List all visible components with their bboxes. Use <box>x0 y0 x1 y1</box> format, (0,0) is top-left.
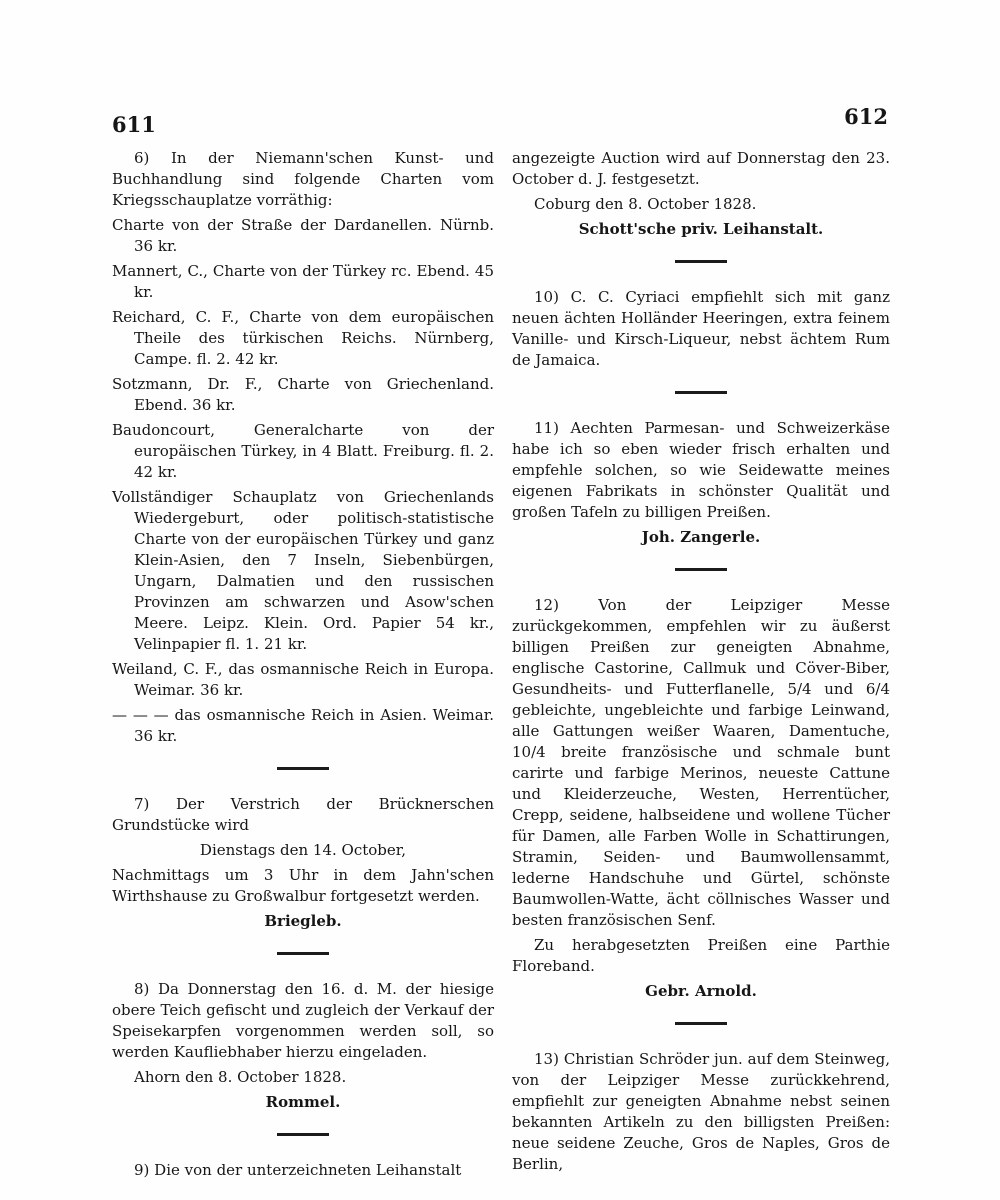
notice-9-signature: Schott'sche priv. Leihanstalt. <box>578 220 824 238</box>
section-divider <box>277 767 329 770</box>
section-divider <box>277 952 329 955</box>
notice-6-item: Sotzmann, Dr. F., Charte von Griechenland. Ebend. 36 kr. <box>112 375 494 414</box>
notice-7-date: Dienstags den 14. October, <box>199 841 407 859</box>
notice-8-text: 8) Da Donnerstag den 16. d. M. der hiesige obere Teich gefischt und zugleich der Verkauf der Speisekarpfen vorgenommen werden soll, so werden Kaufliebhaber hierzu eingeladen. <box>112 980 494 1061</box>
section-divider <box>675 1022 727 1025</box>
right-column <box>512 148 890 1179</box>
notice-6-intro: 6) In der Niemann'schen Kunst- und Buchhandlung sind folgende Charten vom Kriegsschauplatze vorräthig: <box>112 149 494 209</box>
notice-11-signature: Joh. Zangerle. <box>641 528 761 546</box>
notice-6-item: Charte von der Straße der Dardanellen. Nürnb. 36 kr. <box>112 216 494 255</box>
section-divider <box>675 568 727 571</box>
notice-7-text: 7) Der Verstrich der Brücknerschen Grundstücke wird <box>112 795 494 834</box>
notice-6-item: Mannert, C., Charte von der Türkey rc. Ebend. 45 kr. <box>112 262 494 301</box>
section-divider <box>675 391 727 394</box>
notice-6-item: Reichard, C. F., Charte von dem europäischen Theile des türkischen Reichs. Nürnberg, Campe. fl. 2. 42 kr. <box>112 308 494 368</box>
notice-9-place-date: Coburg den 8. October 1828. <box>534 195 757 213</box>
page-number-left: 611 <box>112 112 156 137</box>
notice-8-place-date: Ahorn den 8. October 1828. <box>134 1068 347 1086</box>
notice-12-text: 12) Von der Leipziger Messe zurückgekommen, empfehlen wir zu äußerst billigen Preißen zur geneigten Abnahme, englische Castorine, Callmuk und Cöver-Biber, Gesundheits- und Futterflanelle, 5/4 und 6/4 gebleichte, ungebleichte und farbige Leinwand, alle Gattungen weißer Waaren, Damentuche, 10/4 breite französische und schmale bunt carirte und farbige Merinos, neueste Cattune und Kleiderzeuche, Westen, Herrentücher, Crepp, seidene, halbseidene und wollene Tücher für Damen, alle Farben Wolle in Schattirungen, Stramin, Seiden- und Baumwollensammt, lederne Handschuhe und Gürtel, schönste Baumwollen-Watte, ächt cöllnisches Wasser und besten französischen Senf. <box>512 596 890 929</box>
page-number-right: 612 <box>844 104 888 129</box>
notice-9-continued: angezeigte Auction wird auf Donnerstag den 23. October d. J. festgesetzt. <box>512 149 890 188</box>
notice-6-item: Vollständiger Schauplatz von Griechenlands Wiedergeburt, oder politisch-statistische Charte von der europäischen Türkey und ganz Klein-Asien, den 7 Inseln, Siebenbürgen, Ungarn, Dalmatien und den russischen Provinzen am schwarzen und Asow'schen Meere. Leipz. Klein. Ord. Papier 54 kr., Velinpapier fl. 1. 21 kr. <box>112 488 494 653</box>
notice-13-text: 13) Christian Schröder jun. auf dem Steinweg, von der Leipziger Messe zurückkehrend, empfiehlt zur geneigten Abnahme nebst seinen bekannten Artikeln zu den billigsten Preißen: neue seidene Zeuche, Gros de Naples, Gros de Berlin, <box>512 1050 890 1173</box>
notice-6-item: Weiland, C. F., das osmannische Reich in Europa. Weimar. 36 kr. <box>112 660 494 699</box>
notice-10-text: 10) C. C. Cyriaci empfiehlt sich mit ganz neuen ächten Holländer Heeringen, extra feinem Vanille- und Kirsch-Liqueur, nebst ächtem Rum de Jamaica. <box>512 288 890 369</box>
left-column <box>112 148 494 1185</box>
notice-11-text: 11) Aechten Parmesan- und Schweizerkäse habe ich so eben wieder frisch erhalten und empfehle solchen, so wie Seidewatte meines eigenen Fabrikats in schönster Qualität und großen Tafeln zu billigen Preißen. <box>512 419 890 521</box>
section-divider <box>277 1133 329 1136</box>
notice-9-start: 9) Die von der unterzeichneten Leihanstalt <box>134 1161 462 1179</box>
notice-7-time: Nachmittags um 3 Uhr in dem Jahn'schen Wirthshause zu Großwalbur fortgesetzt werden. <box>112 866 494 905</box>
notice-8-signature: Rommel. <box>265 1093 341 1111</box>
notice-6-item: Baudoncourt, Generalcharte von der europäischen Türkey, in 4 Blatt. Freiburg. fl. 2. 42 kr. <box>112 421 494 481</box>
notice-12-signature: Gebr. Arnold. <box>645 982 757 1000</box>
notice-7-signature: Briegleb. <box>264 912 342 930</box>
notice-6-item: — — — das osmannische Reich in Asien. Weimar. 36 kr. <box>112 706 494 745</box>
section-divider <box>675 260 727 263</box>
notice-12-extra: Zu herabgesetzten Preißen eine Parthie Floreband. <box>512 936 890 975</box>
